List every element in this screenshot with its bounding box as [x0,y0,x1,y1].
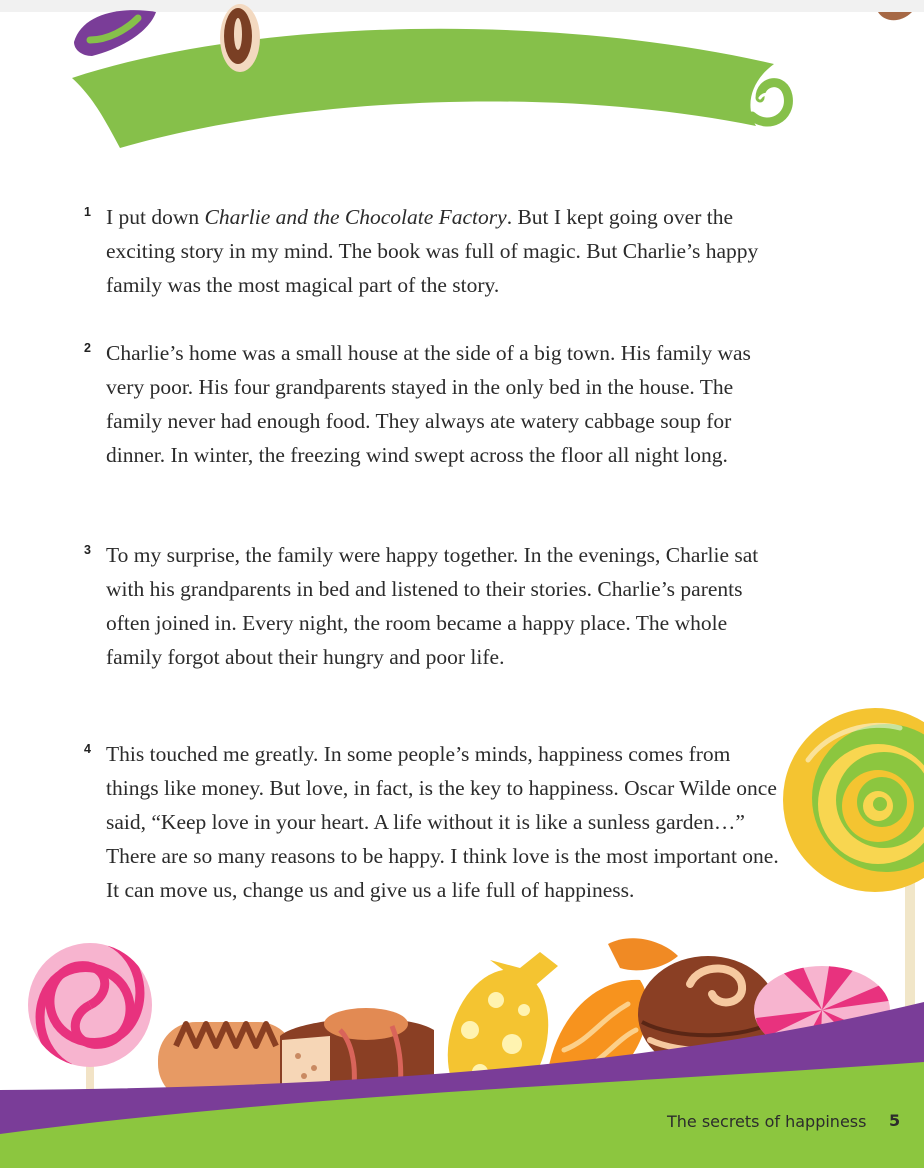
paragraph-number: 3 [84,543,91,557]
paragraph-text: Charlie’s home was a small house at the side of a big town. His family was very poor. His four grandparents stayed in the only bed in the house. The family never had enough food. They always ate watery cabbage soup for dinner. In winter, the freezing wind swept across the floor all night long. [106,341,751,467]
paragraph-text [106,200,784,302]
paragraph-text-start: I put down [106,205,205,229]
chocolate-ring-top [220,4,260,72]
lollipop-pink-swirl [28,942,152,1100]
lollipop-green-yellow [783,708,924,1010]
paragraph-3 [84,538,784,674]
paragraph-1 [84,200,784,302]
paragraph-text: To my surprise, the family were happy together. In the evenings, Charlie sat with his grandparents in bed and listened to their stories. Charlie’s parents often joined in. Every night, the room became a happy place. The whole family forgot about their hungry and poor life. [106,543,759,669]
peeking-candy-top-right [878,12,912,20]
footer-book-title: The secrets of happiness [667,1112,867,1131]
book-title: Charlie and the Chocolate Factory [204,205,507,229]
paragraph-text-end: . But I kept going over the exciting story in my mind. The book was full of magic. But Charlie’s happy family was the most magical part of the story. [106,205,759,297]
page-number: 5 [889,1111,901,1130]
paragraph-number: 2 [84,341,91,355]
purple-hat [74,10,156,56]
green-banner [72,29,788,148]
paragraph-4 [84,737,784,907]
paragraph-number: 1 [84,205,91,219]
paragraph-text: This touched me greatly. In some people’s minds, happiness comes from things like money. But love, in fact, is the key to happiness. Oscar Wilde once said, “Keep love in your heart. A life without it is like a sunless garden…” There are so many reasons to be happy. I think love is the most important one. It can move us, change us and give us a life full of happiness. [106,742,779,902]
paragraph-number: 4 [84,742,91,756]
paragraph-2 [84,336,784,472]
